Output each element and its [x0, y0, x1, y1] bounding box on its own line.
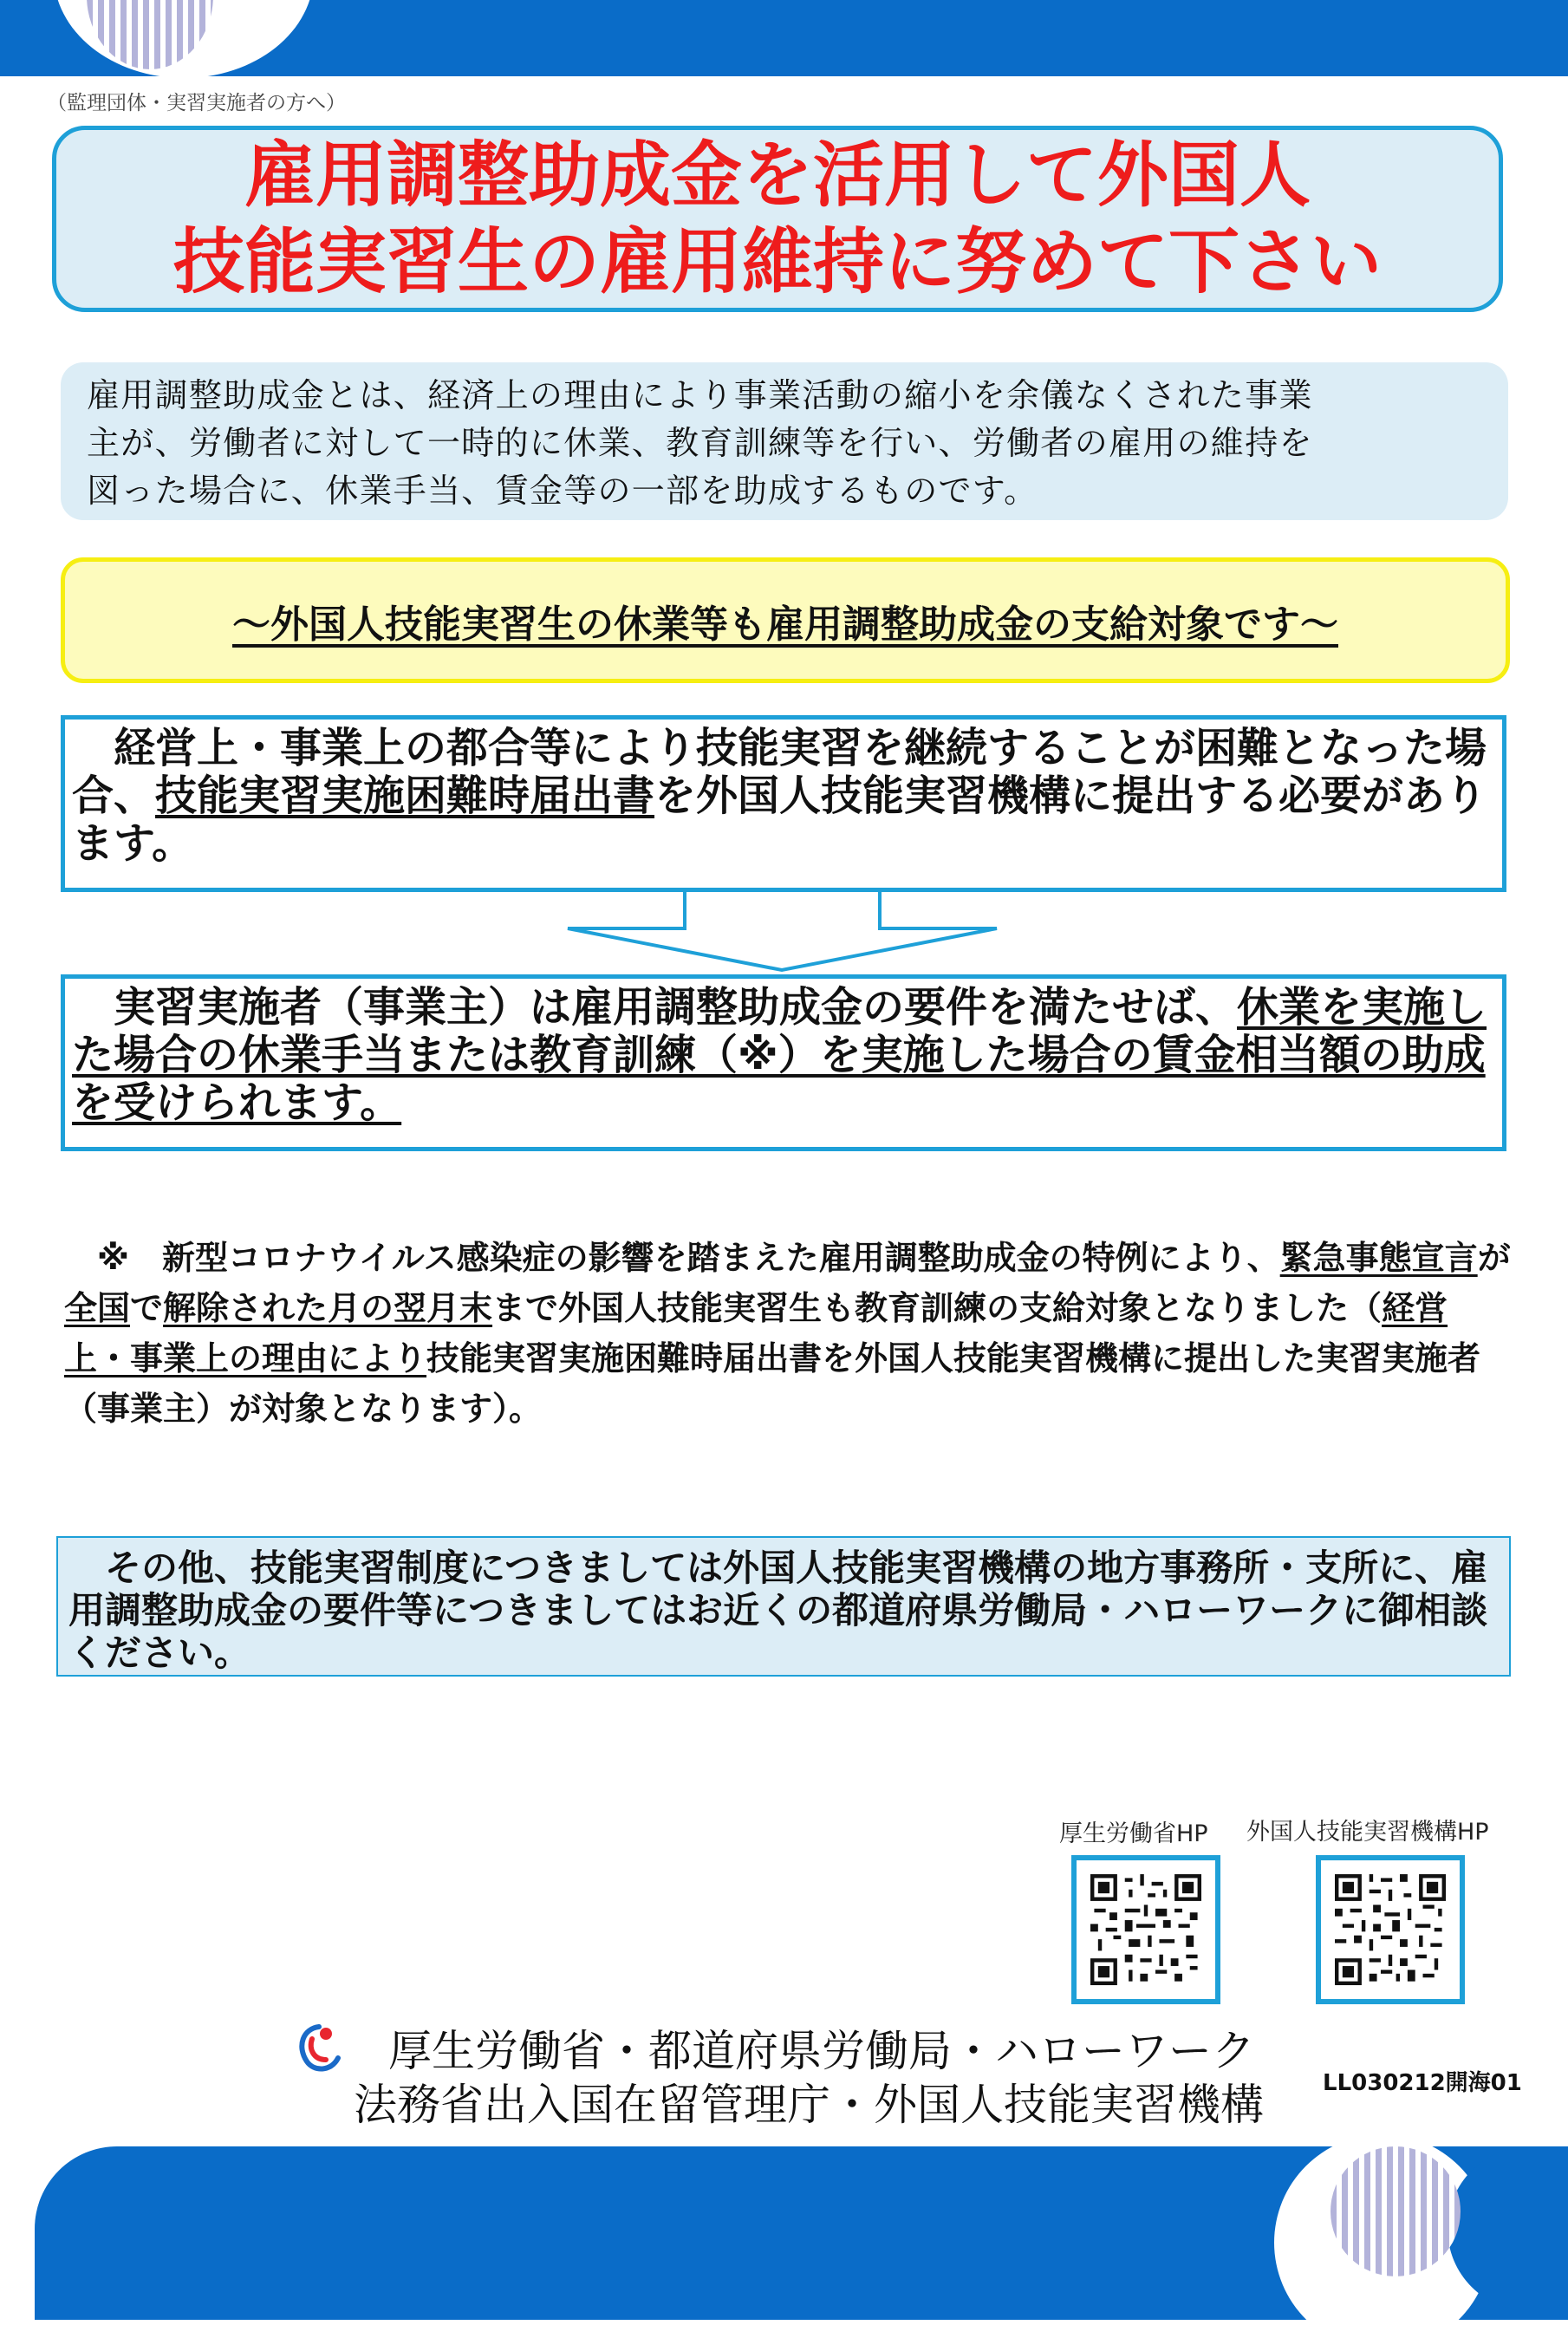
- subsidy-banner-text: ～外国人技能実習生の休業等も雇用調整助成金の支給対象です～: [232, 602, 1338, 647]
- note-text-3: まで外国人技能実習生も教育訓練の支給対象となりました（: [492, 1289, 1383, 1327]
- intro-box: [61, 362, 1508, 520]
- note-text-1: が: [1477, 1239, 1511, 1277]
- note-prefix: ※ 新型コロナウイルス感染症の影響を踏まえた雇用調整助成金の特例により、: [64, 1239, 1280, 1277]
- note-underline-4: 経営上・事業上の理由により: [64, 1289, 1448, 1377]
- difficulty-text-a: 経営上・事業上の都合等により技能実習を継続することが困難となった場合、: [72, 724, 1487, 820]
- mhlw-logo-icon: [293, 2022, 345, 2077]
- title-line-2: 技能実習生の雇用維持に努めて下さい: [172, 220, 1382, 303]
- mhlw-qr-code[interactable]: [1071, 1855, 1220, 2004]
- audience-note: （監理団体・実習実施者の方へ）: [47, 92, 346, 114]
- intro-line-2: 主が、労働者に対して一時的に休業、教育訓練等を行い、労働者の雇用の維持を: [87, 424, 1313, 462]
- contact-text: その他、技能実習制度につきましては外国人技能実習機構の地方事務所・支所に、雇用調整助成金の要件等につきましてはお近くの都道府県労働局・ハローワークに御相談ください。: [68, 1547, 1488, 1674]
- difficulty-form-name: 技能実習実施困難時届出書: [155, 772, 655, 820]
- intro-line-1: 雇用調整助成金とは、経済上の理由により事業活動の縮小を余儀なくされた事業: [87, 376, 1313, 414]
- intro-line-3: 図った場合に、休業手当、賃金等の一部を助成するものです。: [87, 472, 1038, 510]
- leaflet-code: LL030212開海01: [1323, 2070, 1522, 2096]
- subsidy-text-a: 実習実施者（事業主）は雇用調整助成金の要件を満たせば、: [72, 983, 1238, 1032]
- mhlw-qr-label: 厚生労働省HP: [1059, 1820, 1208, 1847]
- subsidy-eligibility-box: [61, 974, 1506, 1151]
- title-line-1: 雇用調整助成金を活用して外国人: [244, 134, 1311, 217]
- qr-code-icon: [1335, 1874, 1446, 1985]
- difficulty-text-b: を外国人技能実習機構に提出する必要があります。: [72, 772, 1487, 868]
- subsidy-text-underlined: 休業を実施した場合の休業手当または教育訓練（※）を実施した場合の賃金相当額の助成を受けられます。: [72, 983, 1487, 1127]
- note-underline-3: 解除された月の翌月末: [163, 1289, 493, 1327]
- note-underline-2: 全国: [64, 1289, 131, 1327]
- title-box: [52, 126, 1503, 312]
- subsidy-banner: [61, 557, 1510, 683]
- otit-qr-label: 外国人技能実習機構HP: [1246, 1819, 1489, 1846]
- down-arrow-icon: [563, 890, 1005, 977]
- footer-striped-circle: [1331, 2146, 1461, 2276]
- footer-org-line-2: 法務省出入国在留管理庁・外国人技能実習機構: [354, 2080, 1264, 2130]
- footer-org-line-1: 厚生労働省・都道府県労働局・ハローワーク: [388, 2026, 1255, 2076]
- otit-qr-code[interactable]: [1316, 1855, 1465, 2004]
- special-measure-note: [64, 1233, 1513, 1434]
- difficulty-notice-box: [61, 715, 1506, 892]
- note-underline-1: 緊急事態宣言: [1279, 1239, 1478, 1277]
- contact-box: [56, 1536, 1511, 1677]
- qr-code-icon: [1090, 1874, 1201, 1985]
- note-text-4: 技能実習実施困難時届出書を外国人技能実習機構に提出した実習実施者（事業主）が対象となります）。: [64, 1339, 1481, 1428]
- note-text-2: で: [130, 1289, 164, 1327]
